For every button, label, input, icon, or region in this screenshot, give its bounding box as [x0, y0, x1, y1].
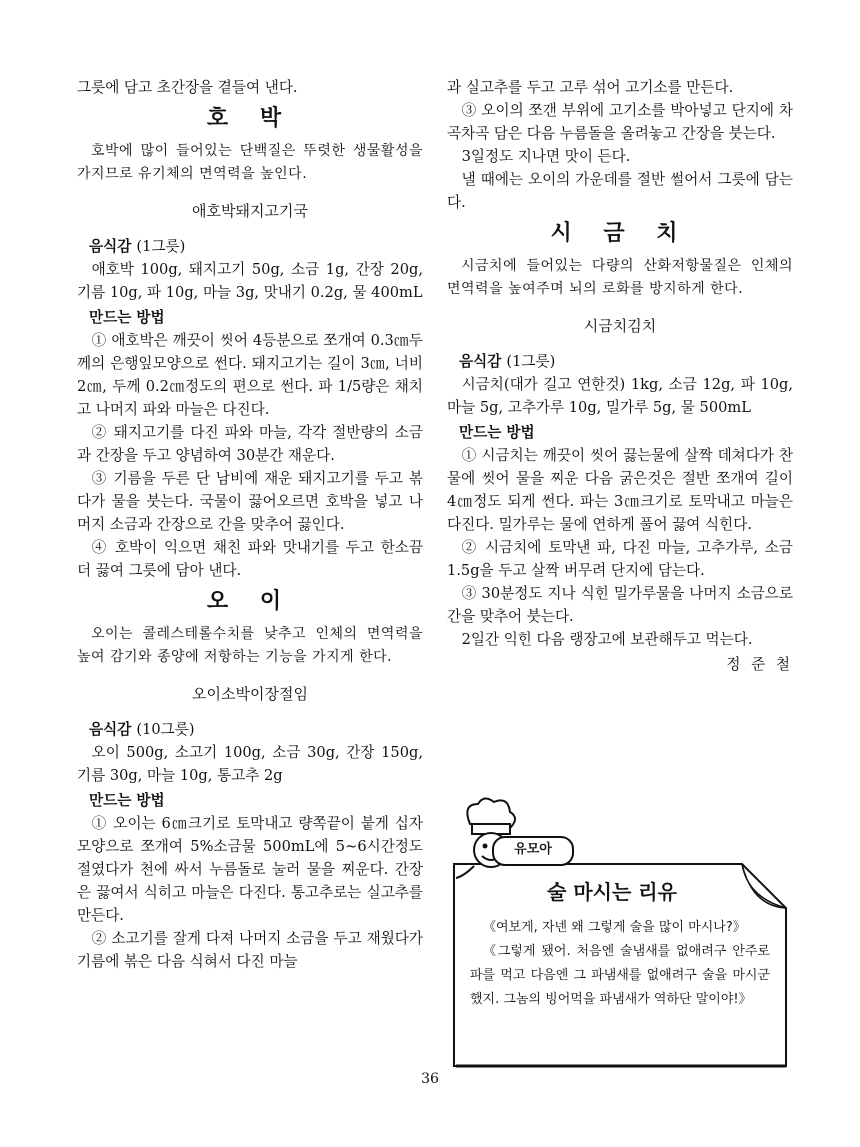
recipe-step: ① 오이는 6㎝크기로 토막내고 량쪽끝이 붙게 십자모양으로 쪼개여 5%소금물 500mL에 5~6시간정도 절였다가 천에 싸서 누름돌로 눌러 물을 찌운다. 간장은 끓여서 식히고 마늘은 다진다. 통고추로는 실고추를 만든다.	[77, 815, 423, 924]
recipe-step: ① 시금치는 깨끗이 씻어 끓는물에 살짝 데쳐다가 찬물에 씻어 물을 찌운 다음 굵은것은 절반 쪼개여 길이 4㎝정도 되게 썬다. 파는 3㎝크기로 토막내고 마늘은 다진다. 밀가루는 물에 연하게 풀어 끓여 식힌다.	[447, 447, 793, 533]
ingredients-text: 애호박 100g, 돼지고기 50g, 소금 1g, 간장 20g, 기름 10g, 파 10g, 마늘 3g, 맛내기 0.2g, 물 400mL	[77, 261, 423, 301]
humor-title: 술 마시는 리유	[547, 880, 677, 904]
recipe-step: 낼 때에는 오이의 가운데를 절반 썰어서 그릇에 담는다.	[447, 171, 793, 211]
humor-box	[452, 842, 790, 1070]
recipe-step: 2일간 익힌 다음 랭장고에 보관해두고 먹는다.	[461, 631, 753, 648]
recipe-step: ① 애호박은 깨끗이 씻어 4등분으로 쪼개여 0.3㎝두께의 은행잎모양으로 썬다. 돼지고기는 길이 3㎝, 너비 2㎝, 두께 0.2㎝정도의 편으로 썬다. 파 1/5량은 채치고 나머지 파와 마늘은 다진다.	[77, 332, 423, 418]
continued-text: 그릇에 담고 초간장을 곁들여 낸다.	[77, 79, 298, 96]
left-column	[77, 76, 423, 973]
recipe-step: 3일정도 지나면 맛이 든다.	[461, 148, 631, 165]
humor-body	[470, 916, 770, 1012]
ingredients-text: 오이 500g, 소고기 100g, 소금 30g, 간장 150g, 기름 30g, 마늘 10g, 통고추 2g	[77, 744, 423, 784]
method-label: 만드는 방법	[89, 309, 165, 326]
ingredients-label: 음식감 (1그릇)	[459, 353, 556, 370]
section-intro-hobak: 호박에 많이 들어있는 단백질은 뚜렷한 생물활성을 가지므로 유기체의 면역력을 높인다.	[77, 143, 423, 182]
ingredients-text: 시금치(대가 길고 연한것) 1kg, 소금 12g, 파 10g, 마늘 5g, 고추가루 10g, 밀가루 5g, 물 500mL	[447, 376, 793, 416]
method-label: 만드는 방법	[459, 424, 535, 441]
recipe-title-sigumchi: 시금치김치	[583, 317, 657, 335]
section-heading-hobak: 호 박	[206, 106, 294, 131]
recipe-step: ② 소고기를 잘게 다져 나머지 소금을 두고 재웠다가 기름에 볶은 다음 식혀서 다진 마늘	[77, 930, 423, 970]
section-heading-oi: 오 이	[206, 589, 294, 614]
section-intro-sigumchi: 시금치에 들어있는 다량의 산화저항물질은 인체의 면역력을 높여주며 뇌의 로화를 방지하게 한다.	[447, 258, 793, 297]
section-intro-oi: 오이는 콜레스테롤수치를 낮추고 인체의 면역력을 높여 감기와 종양에 저항하는 기능을 가지게 한다.	[77, 626, 423, 665]
recipe-step: ③ 30분정도 지나 식힌 밀가루물을 나머지 소금으로 간을 맞추어 붓는다.	[447, 585, 793, 625]
right-column	[447, 76, 793, 676]
method-label: 만드는 방법	[89, 792, 165, 809]
humor-line: 《여보게, 자넨 왜 그렇게 술을 많이 마시나?》	[483, 920, 746, 935]
page-number: 36	[421, 1071, 439, 1087]
recipe-step: ② 시금치에 토막낸 파, 다진 마늘, 고추가루, 소금 1.5g을 두고 살짝 버무려 단지에 담는다.	[447, 539, 793, 579]
recipe-title-oi: 오이소박이장절임	[192, 685, 308, 703]
humor-badge: 유모아	[492, 836, 574, 866]
humor-line: 《그렇게 됐어. 처음엔 술냄새를 없애려구 안주로 파를 먹고 다음엔 그 파냄새를 없애려구 술을 마시군했지. 그놈의 빙어먹을 파냄새가 역하단 말이야!》	[470, 944, 770, 1007]
recipe-step: ② 돼지고기를 다진 파와 마늘, 각각 절반량의 소금과 간장을 두고 양념하여 30분간 재운다.	[77, 424, 423, 464]
section-heading-sigumchi: 시 금 치	[550, 221, 690, 246]
recipe-step: ③ 오이의 쪼갠 부위에 고기소를 박아넣고 단지에 차곡차곡 담은 다음 누름돌을 올려놓고 간장을 붓는다.	[447, 102, 793, 142]
recipe-step: ④ 호박이 익으면 채친 파와 맛내기를 두고 한소끔 더 끓여 그릇에 담아 낸다.	[77, 539, 423, 579]
continued-text: 과 실고추를 두고 고루 섞어 고기소를 만든다.	[447, 79, 734, 96]
recipe-step: ③ 기름을 두른 단 남비에 재운 돼지고기를 두고 볶다가 물을 붓는다. 국물이 끓어오르면 호박을 넣고 나머지 소금과 간장으로 간을 맞추어 끓인다.	[77, 470, 423, 533]
author-name: 정 준 철	[726, 656, 793, 673]
recipe-title-hobak: 애호박돼지고기국	[192, 202, 308, 220]
ingredients-label: 음식감 (1그릇)	[89, 238, 186, 255]
ingredients-label: 음식감 (10그릇)	[89, 721, 195, 738]
